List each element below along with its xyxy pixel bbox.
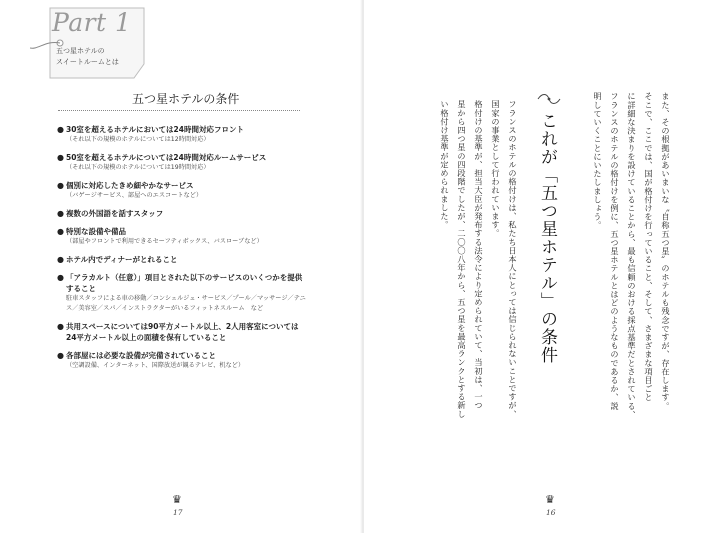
condition-item — [57, 124, 307, 145]
bullet-icon: ● — [57, 181, 64, 190]
body-column: フランスのホテルの格付けは、私たち日本人にとっては信じられないことですが、 — [508, 100, 518, 419]
condition-main: 共用スペースについては90平方メートル以上、2人用客室については24平方メートル以上の面積を保有していること — [66, 322, 299, 342]
condition-main: 複数の外国語を話すスタッフ — [66, 209, 164, 218]
body-column: また、その根拠があいまいな〝自称五つ星〟のホテルも残念ですが、存在します。 — [661, 92, 671, 411]
condition-main: ホテル内でディナーがとれること — [66, 255, 178, 264]
body-column: そこで、ここでは、国が格付けを行っていること、そして、さまざまな項目ごと — [644, 92, 654, 402]
page-number: 16 — [546, 508, 556, 517]
condition-note: （部屋やフロントで利用できるセーフティボックス、バスローブなど） — [66, 238, 263, 245]
swirl-ornament-icon — [536, 92, 562, 106]
condition-item — [57, 226, 307, 247]
condition-main: 各部屋には必要な設備が完備されていること — [66, 351, 216, 360]
bullet-icon: ● — [57, 125, 64, 134]
condition-main: 30室を超えるホテルにおいては24時間対応フロント — [66, 125, 244, 134]
condition-note: 駐車スタッフによる車の移動／コンシェルジュ・サービス／プール／マッサージ／テニス／美容室／スパ／インストラクターがいるフィットネスルーム など — [66, 295, 306, 312]
bullet-icon: ● — [57, 153, 64, 162]
condition-note: （それ以下の規模のホテルについては12時間対応） — [66, 136, 210, 143]
bullet-icon: ● — [57, 255, 64, 264]
part-subtitle-line2: スイートルームとは — [56, 58, 119, 66]
bullet-icon: ● — [57, 351, 64, 360]
body-column: 国家の事業として行われています。 — [491, 100, 501, 238]
condition-main: 50室を超えるホテルについては24時間対応ルームサービス — [66, 153, 267, 162]
condition-item — [57, 350, 307, 371]
condition-item — [57, 180, 307, 201]
body-column: に詳細な決まりを設けていることから、最も信頼のおける採点基準だとされている、 — [627, 92, 637, 419]
condition-main: 「アラカルト（任意）」項目とされた以下のサービスのいくつかを提供すること — [66, 273, 303, 293]
condition-main: 特別な設備や備品 — [66, 227, 126, 236]
crown-icon: ♛ — [545, 493, 555, 506]
part-label: Part 1 — [52, 8, 132, 37]
condition-item — [57, 321, 307, 343]
bullet-icon: ● — [57, 209, 64, 218]
crown-icon: ♛ — [172, 493, 182, 506]
condition-item — [57, 254, 307, 265]
dotted-divider — [58, 110, 300, 111]
body-column: い格付け基準が定められました。 — [440, 100, 450, 229]
conditions-list — [57, 124, 307, 378]
condition-item — [57, 208, 307, 219]
bullet-icon: ● — [57, 227, 64, 236]
condition-note: （空調設備、インターネット、国際放送が観るテレビ、机など） — [66, 362, 245, 369]
condition-item — [57, 152, 307, 173]
section-title: 五つ星ホテルの条件 — [132, 92, 240, 106]
condition-main: 個別に対応したきめ細やかなサービス — [66, 181, 194, 190]
body-column: フランスのホテルの格付けを例に、五つ星ホテルとはどのようなものであるか、説 — [610, 92, 620, 411]
bullet-icon: ● — [57, 273, 64, 282]
section-heading: これが「五つ星ホテル」の条件 — [537, 112, 557, 364]
bullet-icon: ● — [57, 322, 64, 331]
body-column: 星から四つ星の四段階でしたが、二〇〇八年から、五つ星を最高ランクとする新し — [457, 100, 467, 419]
condition-note: （バゲージサービス、部屋へのエスコートなど） — [66, 192, 203, 199]
body-column: 格付けの基準が、担当大臣が発布する法令により定められていて、当初は、一つ — [474, 100, 484, 410]
page-number: 17 — [173, 508, 183, 517]
right-page — [364, 0, 726, 533]
condition-item — [57, 272, 307, 314]
condition-note: （それ以下の規模のホテルについては19時間対応） — [66, 164, 210, 171]
part-subtitle-line1: 五つ星ホテルの — [56, 47, 105, 55]
body-column: 明していくことにいたしましょう。 — [593, 92, 603, 230]
left-page — [0, 0, 362, 533]
